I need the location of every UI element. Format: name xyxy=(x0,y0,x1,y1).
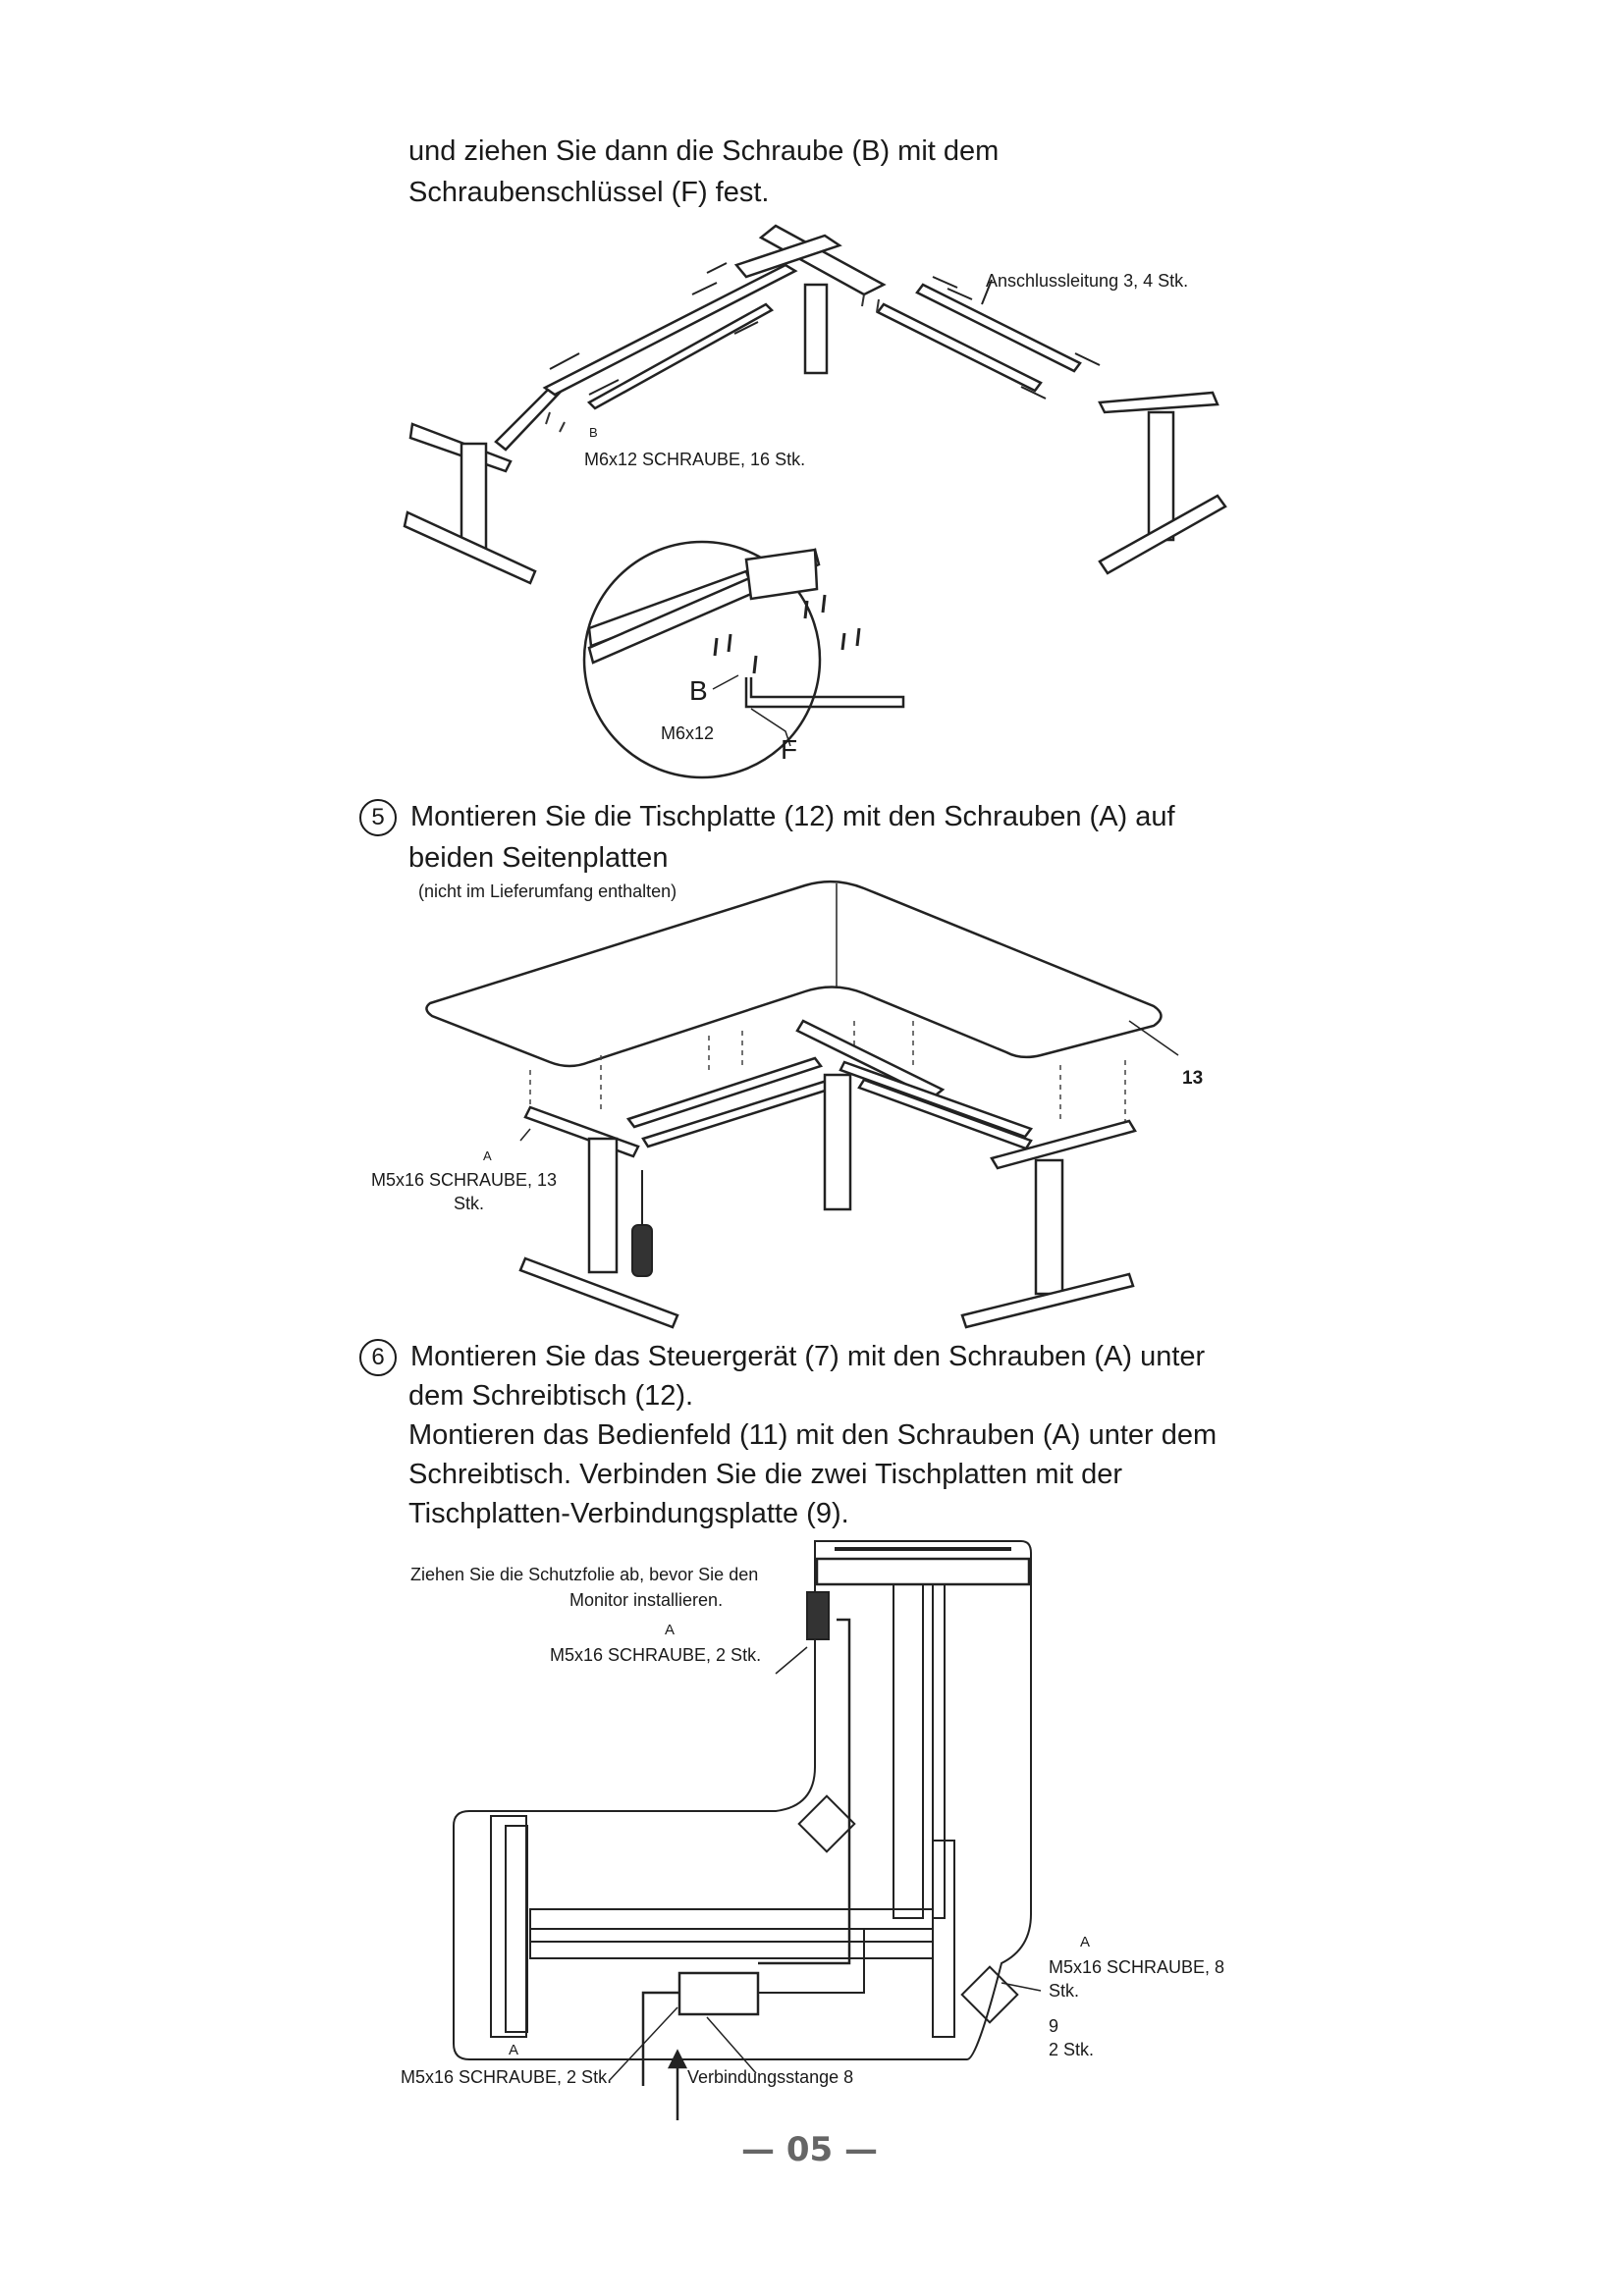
step5-line-1: Montieren Sie die Tischplatte (12) mit den Schrauben (A) auf xyxy=(410,801,1175,832)
control-box xyxy=(679,1973,758,2014)
screw-a-label-2: Stk. xyxy=(454,1194,485,1213)
screw-a-letter: A xyxy=(483,1148,492,1163)
part-9-label: 9 xyxy=(1049,2016,1059,2036)
connector-label: Anschlussleitung 3, 4 Stk. xyxy=(986,271,1189,291)
step5-line-2: beiden Seitenplatten xyxy=(408,842,669,874)
screw-b-label: M6x12 SCHRAUBE, 16 Stk. xyxy=(584,450,806,469)
screw-a-top-label: M5x16 SCHRAUBE, 2 Stk. xyxy=(550,1645,762,1665)
film-note-line-2: Monitor installieren. xyxy=(569,1590,724,1610)
control-panel xyxy=(807,1592,829,1639)
intro-line-2: Schraubenschlüssel (F) fest. xyxy=(408,177,770,208)
step6-line-3: Montieren das Bedienfeld (11) mit den Schrauben (A) unter dem xyxy=(408,1419,1218,1451)
screw-b-letter: B xyxy=(589,425,598,440)
step5-number: 5 xyxy=(359,799,397,836)
part-9-qty: 2 Stk. xyxy=(1049,2040,1095,2059)
film-note-line-1: Ziehen Sie die Schutzfolie ab, bevor Sie den xyxy=(410,1565,759,1584)
rod-label: Verbindungsstange 8 xyxy=(687,2067,854,2087)
connector-plate-1 xyxy=(799,1796,855,1852)
step6-line-2: dem Schreibtisch (12). xyxy=(408,1380,694,1412)
step6-line-4: Schreibtisch. Verbinden Sie die zwei Tischplatten mit der xyxy=(408,1459,1122,1490)
vertical-beam xyxy=(893,1584,923,1918)
step6-line-5: Tischplatten-Verbindungsplatte (9). xyxy=(408,1498,849,1529)
screw-a-right-letter: A xyxy=(1080,1934,1091,1950)
detail-size-label: M6x12 xyxy=(661,723,715,743)
step6-number: 6 xyxy=(359,1339,397,1376)
screw-a-bottom-label: M5x16 SCHRAUBE, 2 Stk. xyxy=(401,2067,613,2087)
left-side-rail xyxy=(491,1816,526,2037)
screw-a-top-letter: A xyxy=(665,1622,676,1638)
horizontal-beam xyxy=(530,1909,933,1958)
screw-a-right-line-2: Stk. xyxy=(1049,1981,1080,2001)
page-number: — 05 — xyxy=(741,2130,878,2169)
step6-line-1: Montieren Sie das Steuergerät (7) mit den Schrauben (A) unter xyxy=(410,1341,1206,1372)
intro-line-1: und ziehen Sie dann die Schraube (B) mit dem xyxy=(408,135,1000,167)
connector-plate-2 xyxy=(962,1967,1018,2023)
detail-b-letter: B xyxy=(689,675,708,706)
screw-a-right-line-1: M5x16 SCHRAUBE, 8 xyxy=(1049,1957,1225,1977)
part-13-label: 13 xyxy=(1182,1068,1204,1089)
detail-f-letter: F xyxy=(781,734,798,765)
screw-a-bottom-letter: A xyxy=(509,2042,519,2058)
step5-note: (nicht im Lieferumfang enthalten) xyxy=(418,881,677,901)
top-rail xyxy=(817,1559,1029,1584)
screw-a-label-1: M5x16 SCHRAUBE, 13 xyxy=(371,1170,558,1190)
